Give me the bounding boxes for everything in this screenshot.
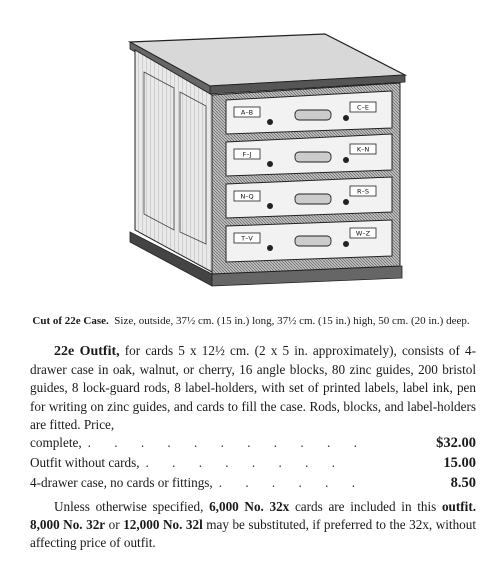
price-amount: $32.00 — [436, 435, 476, 452]
outfit-description — [30, 342, 476, 434]
price-row-case-only — [30, 474, 476, 494]
outfit-number: 22e Outfit, — [54, 344, 120, 359]
drawer-4-handle — [295, 236, 331, 246]
drawer-2-right-label: K–N — [356, 145, 370, 154]
drawer-1-left-label: A–B — [240, 108, 254, 117]
note-text: cards are included in this — [294, 499, 437, 515]
drawer-2-handle — [295, 152, 331, 162]
drawer-3-right-label: R–S — [357, 187, 369, 196]
drawer-3-left-label: N–Q — [240, 192, 254, 201]
caption-text: Size, outside, 37½ cm. (15 in.) long, 37½ cm. (15 in.) high, 50 cm. (20 in.) deep. — [114, 315, 470, 327]
drawer-4 — [226, 220, 392, 262]
price-row-without-cards — [30, 454, 476, 474]
drawer-2-left-label: F–J — [242, 150, 252, 159]
drawer-2 — [226, 134, 392, 176]
note-text: Unless otherwise specified, — [54, 499, 204, 515]
leader-dots: . . . . . . — [218, 475, 365, 491]
note-text: or — [108, 517, 120, 533]
price-label: 4-drawer case, no cards or fittings, — [30, 475, 213, 491]
note-text: may be substituted, if preferred to the 32x, without affecting price of outfit. — [30, 517, 477, 551]
card-case-illustration — [110, 20, 420, 300]
drawer-3-handle — [295, 194, 331, 204]
drawer-1-right-label: C–E — [357, 103, 369, 112]
note-bold: 12,000 No. 32l — [123, 517, 203, 533]
substitution-note — [30, 498, 476, 553]
note-bold: outfit. 8,000 No. 32r — [30, 499, 477, 533]
drawer-4-left-label: T–V — [241, 234, 253, 243]
leader-dots: . . . . . . . . — [145, 455, 345, 471]
outfit-text: for cards 5 x 12½ cm. (2 x 5 in. approximately), consists of 4-drawer case in oak, walnut, or cherry, 16 angle blocks, 80 zinc guides, 200 bristol guides, 8 lock-guard rods, 8 label-holders, with set of printed labels, label ink, pen for writing on zinc guides, and cards to fill the case. Rods, blocks, and label-holders are fitted. Price, — [30, 343, 476, 432]
note-bold: 6,000 No. 32x — [209, 499, 290, 515]
price-amount: 15.00 — [443, 455, 476, 472]
price-row-complete — [30, 434, 476, 454]
price-amount: 8.50 — [450, 475, 476, 492]
price-label: Outfit without cards, — [30, 455, 140, 471]
drawer-3 — [226, 177, 392, 218]
figure-caption — [20, 314, 482, 328]
drawer-1-handle — [295, 110, 331, 120]
leader-dots: . . . . . . . . . . . — [87, 435, 367, 451]
drawer-4-right-label: W–Z — [355, 229, 371, 238]
caption-lead: Cut of 22e Case. — [32, 315, 109, 327]
catalog-entry — [30, 342, 476, 553]
price-label: complete, — [30, 435, 82, 451]
